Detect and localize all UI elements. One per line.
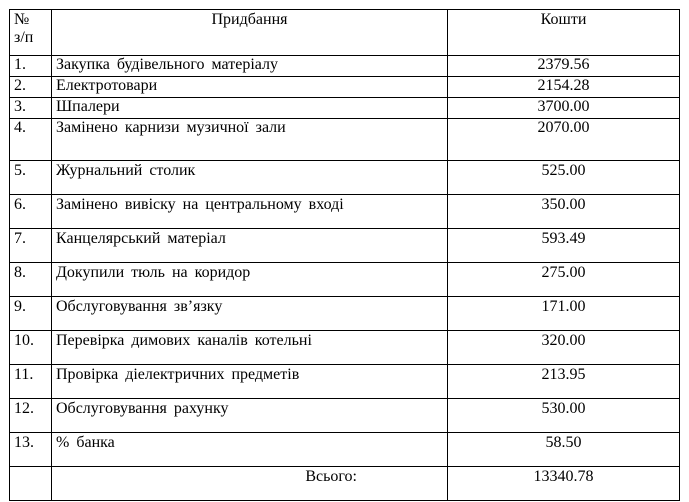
row-funds: 171.00	[448, 297, 680, 331]
row-number: 5.	[10, 161, 52, 195]
row-purchase: Замінено вивіску на центральному вході	[52, 195, 448, 229]
row-number: 9.	[10, 297, 52, 331]
table-row	[10, 229, 680, 263]
row-funds: 350.00	[448, 195, 680, 229]
row-funds: 530.00	[448, 399, 680, 433]
row-funds: 2070.00	[448, 119, 680, 161]
row-number: 13.	[10, 433, 52, 467]
row-purchase: Замінено карнизи музичної зали	[52, 119, 448, 161]
row-funds: 2154.28	[448, 77, 680, 98]
table-row	[10, 263, 680, 297]
row-funds: 58.50	[448, 433, 680, 467]
row-purchase: Шпалери	[52, 98, 448, 119]
row-purchase: Перевірка димових каналів котельні	[52, 331, 448, 365]
row-purchase: Канцелярський матеріал	[52, 229, 448, 263]
row-number: 12.	[10, 399, 52, 433]
row-number: 8.	[10, 263, 52, 297]
header-purchase: Придбання	[52, 10, 448, 56]
table-row	[10, 161, 680, 195]
table-row	[10, 56, 680, 77]
row-number: 6.	[10, 195, 52, 229]
row-number: 1.	[10, 56, 52, 77]
row-number: 3.	[10, 98, 52, 119]
table-row	[10, 433, 680, 467]
header-number	[10, 10, 52, 56]
total-value: 13340.78	[448, 467, 680, 501]
row-number: 10.	[10, 331, 52, 365]
total-label: Всього:	[52, 467, 448, 501]
row-number: 2.	[10, 77, 52, 98]
table-row	[10, 331, 680, 365]
row-purchase: Електротовари	[52, 77, 448, 98]
row-number: 11.	[10, 365, 52, 399]
row-purchase: Обслуговування зв’язку	[52, 297, 448, 331]
table-row	[10, 399, 680, 433]
table-row	[10, 119, 680, 161]
header-number-abbrev: з/п	[14, 29, 34, 46]
row-funds: 525.00	[448, 161, 680, 195]
row-purchase: Закупка будівельного матеріалу	[52, 56, 448, 77]
row-purchase: % банка	[52, 433, 448, 467]
table-header-row	[10, 10, 680, 56]
row-funds: 213.95	[448, 365, 680, 399]
expenses-table	[9, 9, 680, 501]
row-funds: 2379.56	[448, 56, 680, 77]
header-number-symbol: №	[14, 11, 30, 28]
total-empty-cell	[10, 467, 52, 501]
table-row	[10, 98, 680, 119]
document-page	[9, 9, 680, 501]
row-funds: 275.00	[448, 263, 680, 297]
row-funds: 320.00	[448, 331, 680, 365]
table-row	[10, 77, 680, 98]
row-purchase: Журнальний столик	[52, 161, 448, 195]
table-row	[10, 195, 680, 229]
row-purchase: Провірка діелектричних предметів	[52, 365, 448, 399]
total-row	[10, 467, 680, 501]
row-funds: 593.49	[448, 229, 680, 263]
row-number: 4.	[10, 119, 52, 161]
table-row	[10, 365, 680, 399]
row-purchase: Докупили тюль на коридор	[52, 263, 448, 297]
row-purchase: Обслуговування рахунку	[52, 399, 448, 433]
table-row	[10, 297, 680, 331]
row-funds: 3700.00	[448, 98, 680, 119]
row-number: 7.	[10, 229, 52, 263]
header-funds: Кошти	[448, 10, 680, 56]
